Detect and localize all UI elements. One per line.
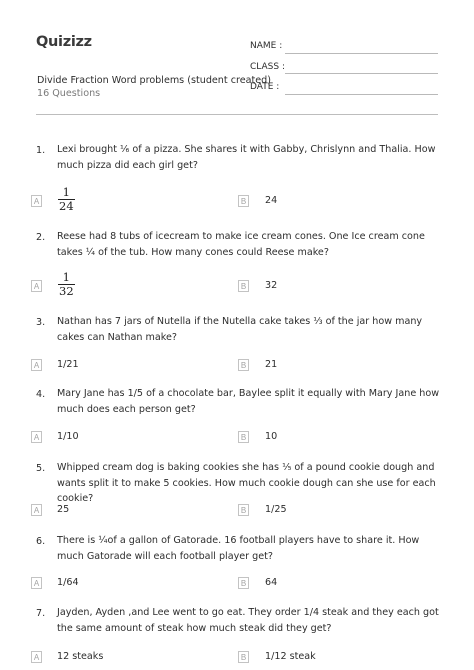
quizizz-logo: Quizizz — [36, 34, 92, 50]
question-number: 1. — [36, 145, 46, 156]
option-b-value: 64 — [265, 577, 278, 588]
option-b-box[interactable]: B — [238, 195, 249, 207]
question-text: Jayden, Ayden ,and Lee went to go eat. They order 1/4 steak and they each got the same amount of steak how much steak did they get? — [57, 607, 439, 634]
question-text: Lexi brought ⅙ of a pizza. She shares it with Gabby, Chrislynn and Thalia. How much pizza did each girl get? — [57, 144, 436, 171]
option-a-value: 1/10 — [57, 431, 79, 442]
option-b-value: 1/25 — [265, 504, 287, 515]
option-a-value: 1/64 — [57, 577, 79, 588]
question-number: 7. — [36, 608, 46, 619]
question-number: 4. — [36, 389, 46, 400]
class-label: CLASS : — [250, 62, 285, 72]
option-b-value: 1/12 steak — [265, 651, 316, 662]
fraction-numerator: 1 — [62, 185, 70, 199]
question-text: Whipped cream dog is baking cookies she has ⅕ of a pound cookie dough and wants split it to make 5 cookies. How much cookie dough can she use for each cookie? — [57, 462, 436, 504]
question-number: 3. — [36, 317, 46, 328]
option-a-fraction — [58, 271, 75, 298]
header-divider — [36, 114, 438, 115]
question-count: 16 Questions — [37, 88, 101, 99]
question-number: 5. — [36, 463, 46, 474]
option-a-value: 12 steaks — [57, 651, 104, 662]
name-label: NAME : — [250, 41, 283, 51]
option-a-value: 1/21 — [57, 359, 79, 370]
option-b-box[interactable]: B — [238, 504, 249, 516]
option-a-fraction — [58, 186, 75, 213]
question-number: 6. — [36, 536, 46, 547]
option-b-value: 32 — [265, 280, 278, 291]
question-text: There is ¼of a gallon of Gatorade. 16 football players have to share it. How much Gatorade will each football player get? — [57, 535, 420, 562]
option-a-box[interactable]: A — [31, 359, 42, 371]
option-b-box[interactable]: B — [238, 280, 249, 292]
option-b-box[interactable]: B — [238, 431, 249, 443]
date-line[interactable] — [285, 94, 438, 95]
option-a-box[interactable]: A — [31, 431, 42, 443]
option-a-box[interactable]: A — [31, 504, 42, 516]
option-b-box[interactable]: B — [238, 651, 249, 663]
name-line[interactable] — [285, 53, 438, 54]
fraction-numerator: 1 — [62, 270, 70, 284]
option-b-box[interactable]: B — [238, 359, 249, 371]
fraction-denominator: 24 — [59, 199, 74, 213]
option-a-box[interactable]: A — [31, 577, 42, 589]
worksheet-title: Divide Fraction Word problems (student created) — [37, 75, 271, 86]
option-a-box[interactable]: A — [31, 280, 42, 292]
question-text: Reese had 8 tubs of icecream to make ice cream cones. One Ice cream cone takes ¼ of the tub. How many cones could Reese make? — [57, 231, 425, 258]
date-label: DATE : — [250, 82, 280, 92]
option-b-value: 24 — [265, 195, 278, 206]
option-a-value: 25 — [57, 504, 70, 515]
question-text: Mary Jane has 1/5 of a chocolate bar, Baylee split it equally with Mary Jane how much does each person get? — [57, 388, 440, 415]
option-b-value: 21 — [265, 359, 278, 370]
option-a-box[interactable]: A — [31, 651, 42, 663]
question-text: Nathan has 7 jars of Nutella if the Nutella cake takes ⅓ of the jar how many cakes can Nathan make? — [57, 316, 423, 343]
question-number: 2. — [36, 232, 46, 243]
class-line[interactable] — [285, 73, 438, 74]
option-b-value: 10 — [265, 431, 278, 442]
fraction-denominator: 32 — [59, 284, 74, 298]
option-a-box[interactable]: A — [31, 195, 42, 207]
option-b-box[interactable]: B — [238, 577, 249, 589]
